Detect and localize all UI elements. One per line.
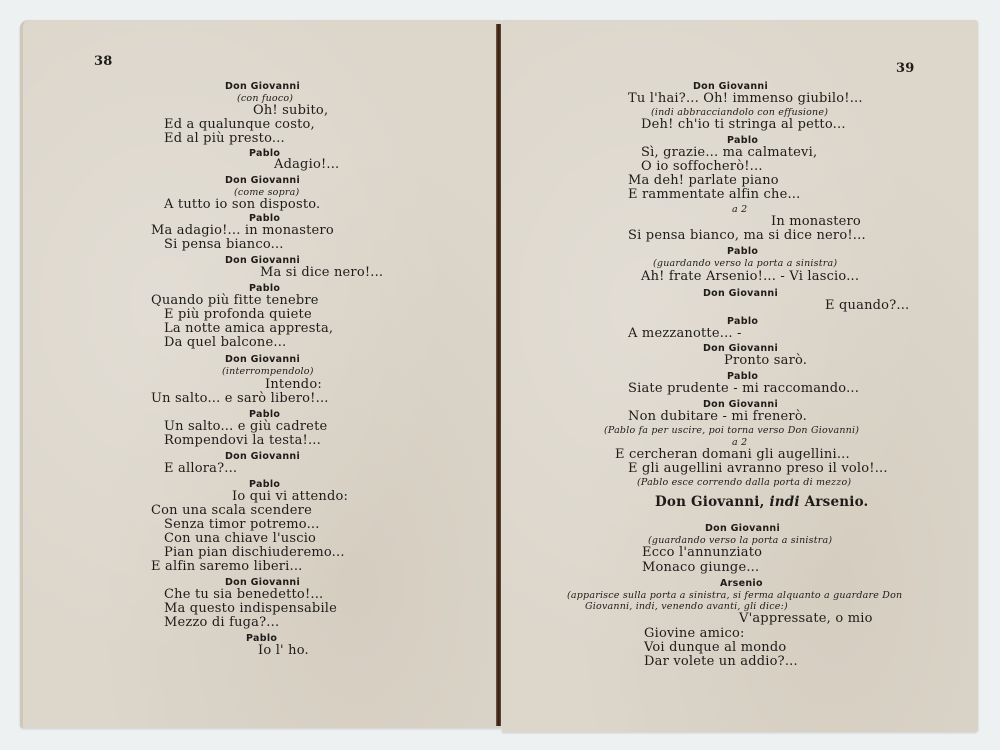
verse-line: Ma si dice nero!... bbox=[260, 265, 384, 280]
verse-line: Quando più fitte tenebre bbox=[151, 293, 319, 308]
verse-line: E più profonda quiete bbox=[164, 307, 312, 322]
verse-line: Ma adagio!... in monastero bbox=[151, 223, 334, 238]
verse-line: Ah! frate Arsenio!... - Vi lascio... bbox=[641, 269, 860, 284]
verse-line: O io soffocherò!... bbox=[641, 159, 763, 174]
speaker-label: Don Giovanni bbox=[225, 175, 301, 186]
verse-line: Mezzo di fuga?... bbox=[164, 615, 280, 630]
speaker-label: Pablo bbox=[246, 633, 278, 644]
speaker-label: Pablo bbox=[249, 479, 281, 490]
speaker-label: Pablo bbox=[249, 213, 281, 224]
book-spine bbox=[496, 24, 501, 726]
verse-line: E rammentate alfin che... bbox=[628, 187, 801, 202]
verse-line: Senza timor potremo... bbox=[164, 517, 320, 532]
verse-line: La notte amica appresta, bbox=[164, 321, 334, 336]
speaker-label: Pablo bbox=[727, 135, 759, 146]
speaker-label: Don Giovanni bbox=[693, 81, 769, 92]
verse-line: E alfin saremo liberi... bbox=[151, 559, 303, 574]
verse-line: Siate prudente - mi raccomando... bbox=[628, 381, 860, 396]
verse-line: E gli augellini avranno preso il volo!... bbox=[628, 461, 888, 476]
verse-line: Dar volete un addio?... bbox=[644, 654, 798, 669]
verse-line: Oh! subito, bbox=[253, 103, 329, 118]
verse-line: Adagio!... bbox=[274, 157, 340, 172]
stage-direction: (Pablo esce correndo dalla porta di mezzo) bbox=[637, 477, 852, 488]
verse-line: Monaco giunge... bbox=[642, 560, 760, 575]
speaker-label: Don Giovanni bbox=[225, 451, 301, 462]
scene-heading-italic: indi bbox=[769, 494, 800, 510]
speaker-label: Don Giovanni bbox=[225, 577, 301, 588]
verse-line: Io l' ho. bbox=[258, 643, 309, 658]
stage-direction: (interrompendolo) bbox=[222, 366, 314, 377]
speaker-label: Pablo bbox=[249, 283, 281, 294]
verse-line: Non dubitare - mi frenerò. bbox=[628, 409, 807, 424]
verse-line: V'appressate, o mio bbox=[739, 611, 873, 626]
verse-line: E allora?... bbox=[164, 461, 238, 476]
verse-line: Voi dunque al mondo bbox=[644, 640, 787, 655]
speaker-label: Pablo bbox=[727, 246, 759, 257]
verse-line: In monastero bbox=[771, 214, 861, 229]
stage-direction: a 2 bbox=[732, 204, 748, 215]
stage-direction: a 2 bbox=[732, 437, 748, 448]
stage-direction: (come sopra) bbox=[234, 187, 300, 198]
verse-line: Giovine amico: bbox=[644, 626, 745, 641]
stage-direction: Giovanni, indi, venendo avanti, gli dice:) bbox=[585, 601, 788, 612]
stage-direction: (guardando verso la porta a sinistra) bbox=[648, 535, 833, 546]
scene-heading-main: Don Giovanni, bbox=[655, 494, 770, 510]
verse-line: A tutto io son disposto. bbox=[164, 197, 321, 212]
verse-line: Ed al più presto... bbox=[164, 131, 285, 146]
verse-line: Pian pian dischiuderemo... bbox=[164, 545, 345, 560]
stage-direction: (con fuoco) bbox=[237, 93, 294, 104]
speaker-label: Pablo bbox=[727, 371, 759, 382]
verse-line: Si pensa bianco, ma si dice nero!... bbox=[628, 228, 866, 243]
verse-line: Ma questo indispensabile bbox=[164, 601, 338, 616]
speaker-label: Don Giovanni bbox=[703, 288, 779, 299]
verse-line: E cercheran domani gli augellini... bbox=[615, 447, 850, 462]
verse-line: Un salto... e giù cadrete bbox=[164, 419, 328, 434]
verse-line: A mezzanotte... - bbox=[628, 326, 742, 341]
stage-direction: (guardando verso la porta a sinistra) bbox=[653, 258, 838, 269]
stage-direction: (Pablo fa per uscire, poi torna verso Don Giovanni) bbox=[604, 425, 860, 436]
scene-heading bbox=[655, 495, 868, 509]
speaker-label: Don Giovanni bbox=[225, 354, 301, 365]
verse-line: Rompendovi la testa!... bbox=[164, 433, 321, 448]
page-number-right: 39 bbox=[896, 61, 915, 76]
verse-line: Con una scala scendere bbox=[151, 503, 312, 518]
scene-heading-end: Arsenio. bbox=[799, 494, 869, 510]
page-number-left: 38 bbox=[94, 54, 113, 69]
verse-line: Sì, grazie... ma calmatevi, bbox=[641, 145, 818, 160]
speaker-label: Pablo bbox=[249, 409, 281, 420]
verse-line: Da quel balcone... bbox=[164, 335, 287, 350]
speaker-label: Don Giovanni bbox=[705, 523, 781, 534]
verse-line: Io qui vi attendo: bbox=[232, 489, 349, 504]
speaker-label: Arsenio bbox=[720, 578, 763, 589]
verse-line: Che tu sia benedetto!... bbox=[164, 587, 324, 602]
verse-line: E quando?... bbox=[825, 298, 910, 313]
verse-line: Si pensa bianco... bbox=[164, 237, 284, 252]
speaker-label: Pablo bbox=[249, 148, 281, 159]
verse-line: Tu l'hai?... Oh! immenso giubilo!... bbox=[628, 91, 863, 106]
speaker-label: Don Giovanni bbox=[703, 343, 779, 354]
stage-direction: (apparisce sulla porta a sinistra, si ferma alquanto a guardare Don bbox=[567, 590, 903, 601]
verse-line: Ma deh! parlate piano bbox=[628, 173, 779, 188]
verse-line: Deh! ch'io ti stringa al petto... bbox=[641, 117, 846, 132]
verse-line: Intendo: bbox=[265, 377, 322, 392]
verse-line: Con una chiave l'uscio bbox=[164, 531, 317, 546]
verse-line: Pronto sarò. bbox=[724, 353, 808, 368]
verse-line: Ed a qualunque costo, bbox=[164, 117, 315, 132]
speaker-label: Pablo bbox=[727, 316, 759, 327]
verse-line: Ecco l'annunziato bbox=[642, 545, 763, 560]
speaker-label: Don Giovanni bbox=[225, 255, 301, 266]
speaker-label: Don Giovanni bbox=[703, 399, 779, 410]
verse-line: Un salto... e sarò libero!... bbox=[151, 391, 329, 406]
stage-direction: (indi abbracciandolo con effusione) bbox=[651, 107, 829, 118]
speaker-label: Don Giovanni bbox=[225, 81, 301, 92]
